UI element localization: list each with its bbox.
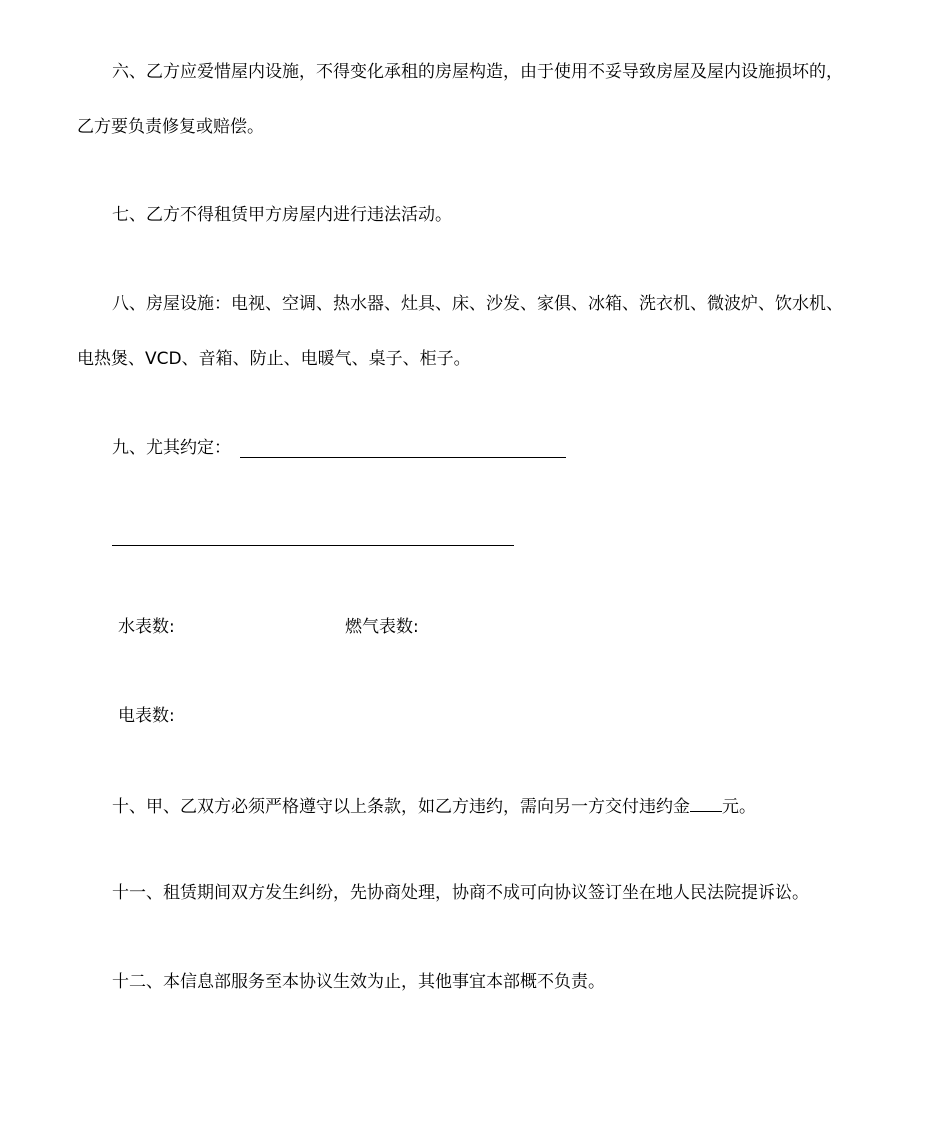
clause-10-line	[112, 793, 756, 819]
clause-8-line-1: 八、房屋设施：电视、空调、热水器、灶具、床、沙发、家俱、冰箱、洗衣机、微波炉、饮水机、	[112, 294, 843, 314]
gas-meter-label: 燃气表数:	[345, 617, 419, 637]
clause-11-line-1: 十一、租赁期间双方发生纠纷，先协商处理，协商不成可向协议签订坐在地人民法院提诉讼。	[112, 883, 809, 903]
clause-9-label: 九、尤其约定：	[112, 438, 231, 458]
penalty-amount-blank	[690, 793, 722, 812]
clause-12-line-1: 十二、本信息部服务至本协议生效为止，其他事宜本部概不负责。	[112, 972, 605, 992]
clause-6-line-2: 乙方要负责修复或赔偿。	[77, 117, 264, 137]
clause-10-text: 十、甲、乙双方必须严格遵守以上条款，如乙方违约，需向另一方交付违约金	[112, 797, 690, 817]
special-terms-blank-line-2	[112, 545, 514, 546]
clause-8-line-2: 电热煲、VCD、音箱、防止、电暖气、桌子、柜子。	[77, 349, 471, 369]
electric-meter-label: 电表数:	[118, 706, 175, 726]
clause-6-line-1: 六、乙方应爱惜屋内设施，不得变化承租的房屋构造，由于使用不妥导致房屋及屋内设施损坏的，	[112, 62, 843, 82]
clause-7-line-1: 七、乙方不得租赁甲方房屋内进行违法活动。	[112, 205, 452, 225]
clause-10-unit: 元。	[722, 797, 756, 817]
water-meter-label: 水表数:	[118, 617, 175, 637]
special-terms-blank-line-1	[240, 457, 566, 458]
